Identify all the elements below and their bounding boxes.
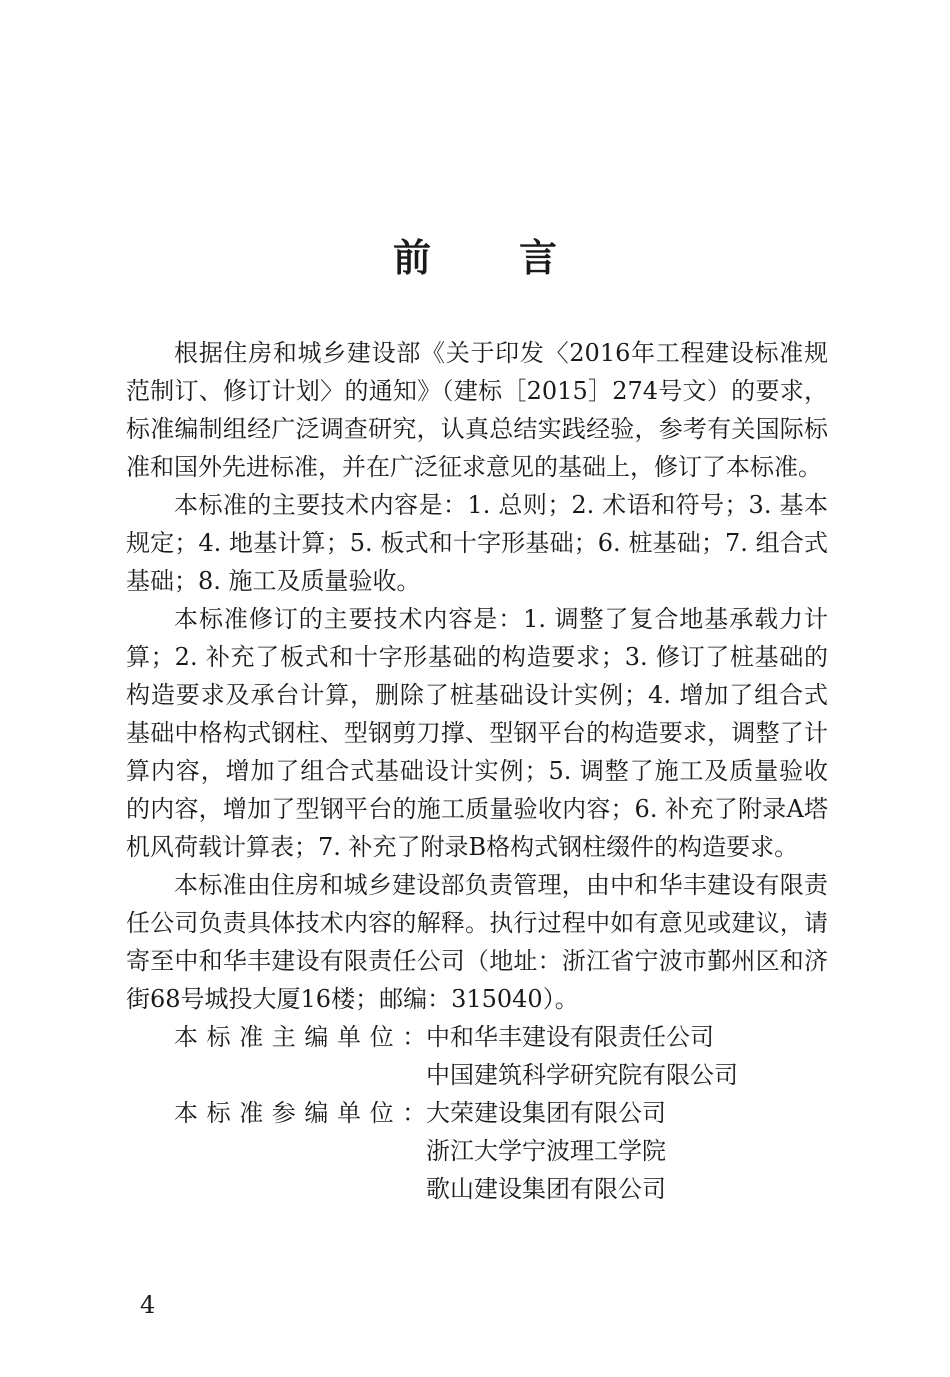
paragraph-management: 本标准由住房和城乡建设部负责管理，由中和华丰建设有限责任公司负责具体技术内容的解释。执行过程中如有意见或建议，请寄至中和华丰建设有限责任公司（地址：浙江省宁波市鄞州区和济街68号城投大厦16楼；邮编：315040）。 bbox=[126, 871, 828, 1013]
unit-label: 本标准主编单位： bbox=[174, 1023, 435, 1051]
unit-label: 本标准参编单位： bbox=[174, 1099, 435, 1127]
unit-name: 歌山建设集团有限公司 bbox=[426, 1175, 666, 1203]
paragraph-basis: 根据住房和城乡建设部《关于印发〈2016年工程建设标准规范制订、修订计划〉的通知》（建标［2015］274号文）的要求，标准编制组经广泛调查研究，认真总结实践经验，参考有关国际标准和国外先进标准，并在广泛征求意见的基础上，修订了本标准。 bbox=[126, 339, 828, 481]
unit-names bbox=[426, 1018, 738, 1094]
unit-name: 中和华丰建设有限责任公司 bbox=[426, 1023, 714, 1051]
unit-name: 大荣建设集团有限公司 bbox=[426, 1099, 666, 1127]
page-number: 4 bbox=[140, 1291, 156, 1319]
unit-name: 中国建筑科学研究院有限公司 bbox=[426, 1061, 738, 1089]
paragraph-main-content: 本标准的主要技术内容是：1. 总则；2. 术语和符号；3. 基本规定；4. 地基计算；5. 板式和十字形基础；6. 桩基础；7. 组合式基础；8. 施工及质量验收。 bbox=[126, 491, 828, 595]
unit-names bbox=[426, 1094, 666, 1208]
preface-body bbox=[126, 334, 828, 1208]
units-list bbox=[126, 1018, 828, 1208]
page-title: 前言 bbox=[392, 235, 645, 280]
chief-editor-units bbox=[126, 1018, 828, 1094]
paragraph-revision-content: 本标准修订的主要技术内容是：1. 调整了复合地基承载力计算；2. 补充了板式和十字形基础的构造要求；3. 修订了桩基础的构造要求及承台计算，删除了桩基础设计实例；4. 增加了组合式基础中格构式钢柱、型钢剪刀撑、型钢平台的构造要求，调整了计算内容，增加了组合式基础设计实例；5. 调整了施工及质量验收的内容，增加了型钢平台的施工质量验收内容；6. 补充了附录A塔机风荷载计算表；7. 补充了附录B格构式钢柱缀件的构造要求。 bbox=[126, 605, 828, 861]
participating-units bbox=[126, 1094, 828, 1208]
unit-name: 浙江大学宁波理工学院 bbox=[426, 1137, 666, 1165]
